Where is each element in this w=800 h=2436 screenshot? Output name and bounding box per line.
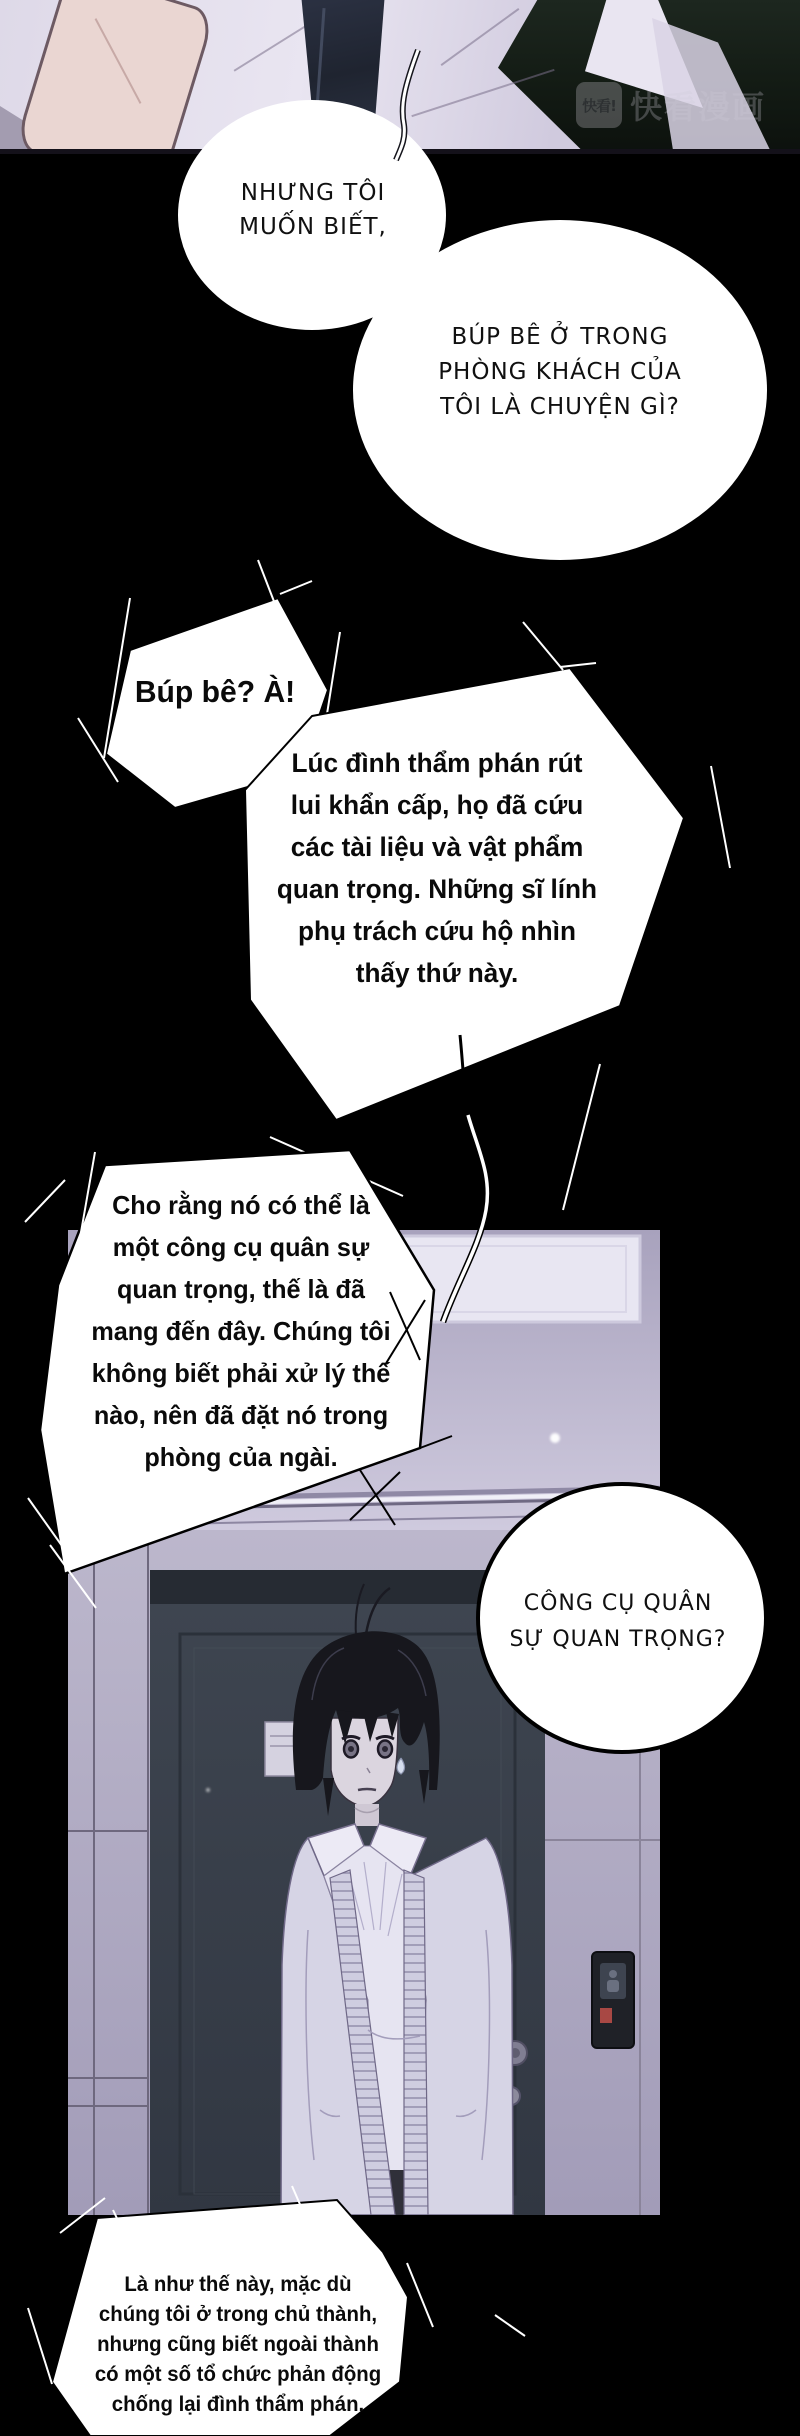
- text-line: một công cụ quân sự: [112, 1232, 370, 1262]
- text-line: chúng tôi ở trong chủ thành,: [98, 2303, 378, 2326]
- text-line: Là như thế này, mặc dù: [124, 2273, 352, 2296]
- watermark-brand-text: 快看漫画: [630, 88, 767, 126]
- text-line: Búp bê? À!: [134, 674, 296, 709]
- speech-text-6: [486, 1586, 750, 1658]
- text-line: phòng của ngài.: [144, 1442, 338, 1472]
- text-line: chống lại đình thẩm phán.: [111, 2393, 365, 2416]
- speech-text-4: [259, 742, 616, 994]
- watermark-app-icon: 快看!: [576, 82, 622, 128]
- text-line: nhưng cũng biết ngoài thành: [97, 2333, 379, 2356]
- text-line: có một số tổ chức phản động: [94, 2363, 382, 2386]
- speech-text-2: [358, 320, 762, 425]
- text-line: không biết phải xử lý thế: [91, 1358, 391, 1388]
- text-line: lui khẩn cấp, họ đã cứu: [290, 790, 584, 820]
- text-line: TÔI LÀ CHUYỆN GÌ?: [440, 394, 680, 420]
- text-line: quan trọng. Những sĩ lính: [276, 874, 598, 904]
- speech-text-3: [111, 672, 319, 712]
- text-line: CÔNG CỤ QUÂN: [523, 1591, 713, 1616]
- text-line: MUỐN BIẾT,: [239, 214, 387, 240]
- text-line: SỰ QUAN TRỌNG?: [509, 1627, 727, 1652]
- text-line: Lúc đình thẩm phán rút: [291, 748, 583, 778]
- text-line: mang đến đây. Chúng tôi: [91, 1316, 391, 1346]
- speech-text-5: [62, 1184, 421, 1478]
- text-line: các tài liệu và vật phẩm: [290, 832, 584, 862]
- text-line: Cho rằng nó có thể là: [112, 1190, 370, 1220]
- speech-text-1: [188, 176, 438, 244]
- text-line: BÚP BÊ Ở TRONG: [451, 324, 669, 350]
- text-line: nào, nên đã đặt nó trong: [93, 1400, 389, 1430]
- speech-text-7: [65, 2270, 410, 2420]
- text-line: NHƯNG TÔI: [240, 180, 386, 206]
- text-line: PHÒNG KHÁCH CỦA: [438, 359, 682, 385]
- text-line: thấy thứ này.: [355, 958, 519, 988]
- text-line: phụ trách cứu hộ nhìn: [298, 916, 576, 946]
- bubble-tail: [396, 50, 418, 160]
- text-line: quan trọng, thế là đã: [116, 1274, 365, 1304]
